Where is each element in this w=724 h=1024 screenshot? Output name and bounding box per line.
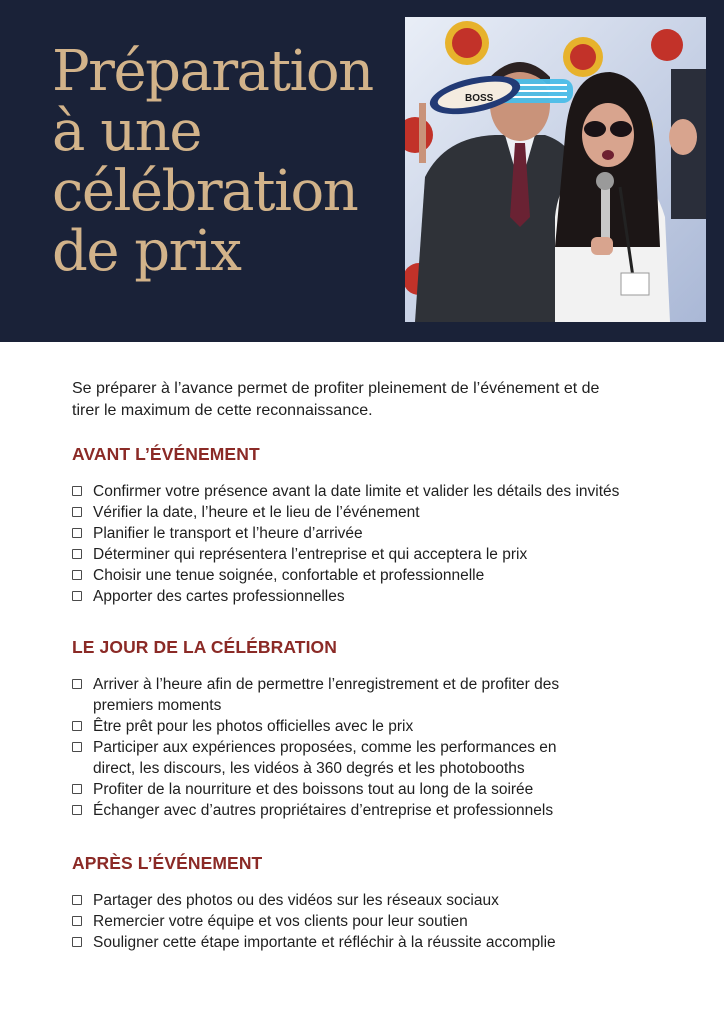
item-text: Déterminer qui représentera l’entreprise et qui acceptera le prix xyxy=(93,546,528,563)
checklist-item xyxy=(72,565,682,586)
checkbox[interactable] xyxy=(72,937,82,947)
checkbox[interactable] xyxy=(72,784,82,794)
event-photo xyxy=(405,17,706,322)
checklist-item xyxy=(72,586,682,607)
item-text: Choisir une tenue soignée, confortable et professionnelle xyxy=(93,567,485,584)
checkbox[interactable] xyxy=(72,916,82,926)
title-line: célébration xyxy=(52,159,358,224)
section-heading-after: APRÈS L’ÉVÉNEMENT xyxy=(72,853,263,873)
checkbox[interactable] xyxy=(72,507,82,517)
checkbox[interactable] xyxy=(72,679,82,689)
intro-paragraph xyxy=(72,378,682,422)
checkbox[interactable] xyxy=(72,742,82,752)
item-text: Partager des photos ou des vidéos sur les réseaux sociaux xyxy=(93,892,499,909)
item-text: Participer aux expériences proposées, comme les performances en xyxy=(93,739,557,756)
item-text: Confirmer votre présence avant la date limite et valider les détails des invités xyxy=(93,483,620,500)
checkbox[interactable] xyxy=(72,486,82,496)
item-text: Vérifier la date, l’heure et le lieu de l’événement xyxy=(93,504,420,521)
item-text: Arriver à l’heure afin de permettre l’enregistrement et de profiter des xyxy=(93,676,560,693)
item-text: Échanger avec d’autres propriétaires d’entreprise et professionnels xyxy=(93,802,554,819)
checkbox[interactable] xyxy=(72,895,82,905)
item-text-continued: direct, les discours, les vidéos à 360 degrés et les photobooths xyxy=(93,760,525,777)
checklist-item xyxy=(72,523,682,544)
checklist-item xyxy=(72,779,682,800)
checklist-item xyxy=(72,737,682,779)
checklist-item xyxy=(72,502,682,523)
checklist-item xyxy=(72,674,682,716)
item-text: Remercier votre équipe et vos clients pour leur soutien xyxy=(93,913,468,930)
title-line: Préparation xyxy=(52,39,373,104)
checklist-item xyxy=(72,911,682,932)
checklist-item xyxy=(72,481,682,502)
intro-line: tirer le maximum de cette reconnaissance. xyxy=(72,402,373,419)
checkbox[interactable] xyxy=(72,805,82,815)
checklist-before xyxy=(72,481,682,607)
checkbox[interactable] xyxy=(72,591,82,601)
section-heading-day-of: LE JOUR DE LA CÉLÉBRATION xyxy=(72,637,338,657)
checkbox[interactable] xyxy=(72,570,82,580)
checkbox[interactable] xyxy=(72,528,82,538)
checklist-item xyxy=(72,932,682,953)
title-line: de prix xyxy=(52,219,241,284)
item-text-continued: premiers moments xyxy=(93,697,222,714)
checklist-after xyxy=(72,890,682,953)
item-text: Souligner cette étape importante et réfléchir à la réussite accomplie xyxy=(93,934,556,951)
checkbox[interactable] xyxy=(72,549,82,559)
intro-line: Se préparer à l’avance permet de profiter pleinement de l’événement et de xyxy=(72,380,600,397)
event-photo-icon xyxy=(405,17,706,322)
checklist-item xyxy=(72,800,682,821)
item-text: Profiter de la nourriture et des boissons tout au long de la soirée xyxy=(93,781,534,798)
checklist-item xyxy=(72,716,682,737)
checklist-content xyxy=(72,378,682,953)
checkbox[interactable] xyxy=(72,721,82,731)
checklist-item xyxy=(72,544,682,565)
section-heading-before: AVANT L’ÉVÉNEMENT xyxy=(72,444,260,464)
item-text: Être prêt pour les photos officielles avec le prix xyxy=(93,718,414,735)
boss-sign-text: BOSS xyxy=(465,93,494,104)
item-text: Planifier le transport et l’heure d’arrivée xyxy=(93,525,363,542)
header-banner xyxy=(0,0,724,342)
page-title xyxy=(52,39,392,284)
item-text: Apporter des cartes professionnelles xyxy=(93,588,345,605)
checklist-day-of xyxy=(72,674,682,821)
checklist-item xyxy=(72,890,682,911)
title-line: à une xyxy=(52,99,201,164)
